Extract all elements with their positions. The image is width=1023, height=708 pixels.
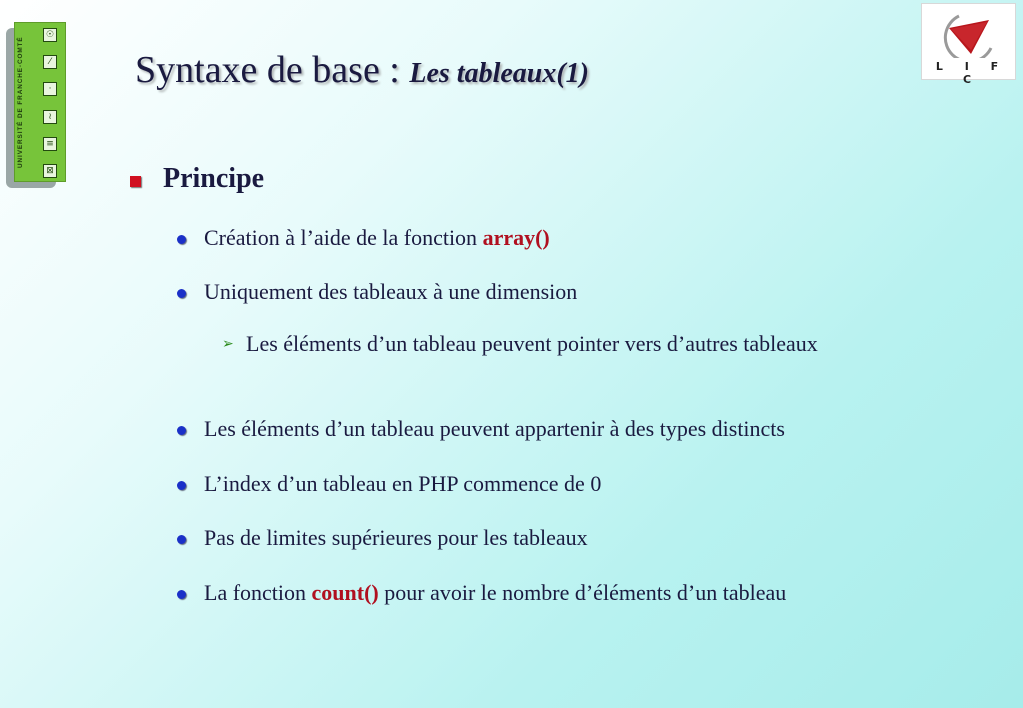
- logo-symbol-icon: ≡: [43, 137, 57, 151]
- title-main: Syntaxe de base :: [135, 49, 410, 91]
- square-bullet-icon: [130, 176, 141, 187]
- bullet-item: [204, 580, 786, 606]
- bullet-text: Les éléments d’un tableau peuvent appartenir à des types distincts: [204, 416, 785, 441]
- bullet-item: [204, 416, 785, 442]
- dot-bullet-icon: [177, 481, 186, 490]
- slide-title: [135, 48, 589, 92]
- lifc-logo: [921, 3, 1016, 86]
- dot-bullet-icon: [177, 535, 186, 544]
- keyword-count: count(): [311, 580, 379, 605]
- bullet-item: [204, 279, 577, 305]
- bullet-text: pour avoir le nombre d’éléments d’un tableau: [378, 580, 787, 605]
- bullet-item: [204, 225, 550, 251]
- logo-symbol-icon: ⊠: [43, 164, 57, 178]
- sub-bullet-item: [246, 328, 946, 360]
- logo-icons: [43, 28, 59, 178]
- lifc-emblem-icon: [937, 10, 1001, 58]
- dot-bullet-icon: [177, 289, 186, 298]
- university-name: UNIVERSITÉ DE FRANCHE-COMTÉ: [17, 36, 24, 168]
- dot-bullet-icon: [177, 590, 186, 599]
- bullet-text: Création à l’aide de la fonction: [204, 225, 483, 250]
- heading-principe: Principe: [163, 163, 265, 194]
- bullet-text: La fonction: [204, 580, 312, 605]
- bullet-text: L’index d’un tableau en PHP commence de 0: [204, 471, 602, 496]
- university-logo: [6, 22, 64, 188]
- keyword-array: array(): [482, 225, 550, 250]
- logo-band: [14, 22, 66, 182]
- title-subtitle: Les tableaux(1): [409, 58, 590, 89]
- sub-bullet-text: Les éléments d’un tableau peuvent pointer vers d’autres tableaux: [246, 331, 818, 356]
- bullet-item: [204, 525, 588, 551]
- logo-symbol-icon: ≀: [43, 110, 57, 124]
- logo-symbol-icon: ·: [43, 82, 57, 96]
- bullet-text: Uniquement des tableaux à une dimension: [204, 279, 578, 304]
- logo-symbol-icon: ☉: [43, 28, 57, 42]
- logo-symbol-icon: ⁄: [43, 55, 57, 69]
- dot-bullet-icon: [177, 426, 186, 435]
- lifc-logo-text: L I F C: [935, 60, 1008, 86]
- dot-bullet-icon: [177, 235, 186, 244]
- bullet-text: Pas de limites supérieures pour les tableaux: [204, 525, 588, 550]
- bullet-item: [204, 471, 601, 497]
- arrow-bullet-icon: ➢: [222, 336, 234, 352]
